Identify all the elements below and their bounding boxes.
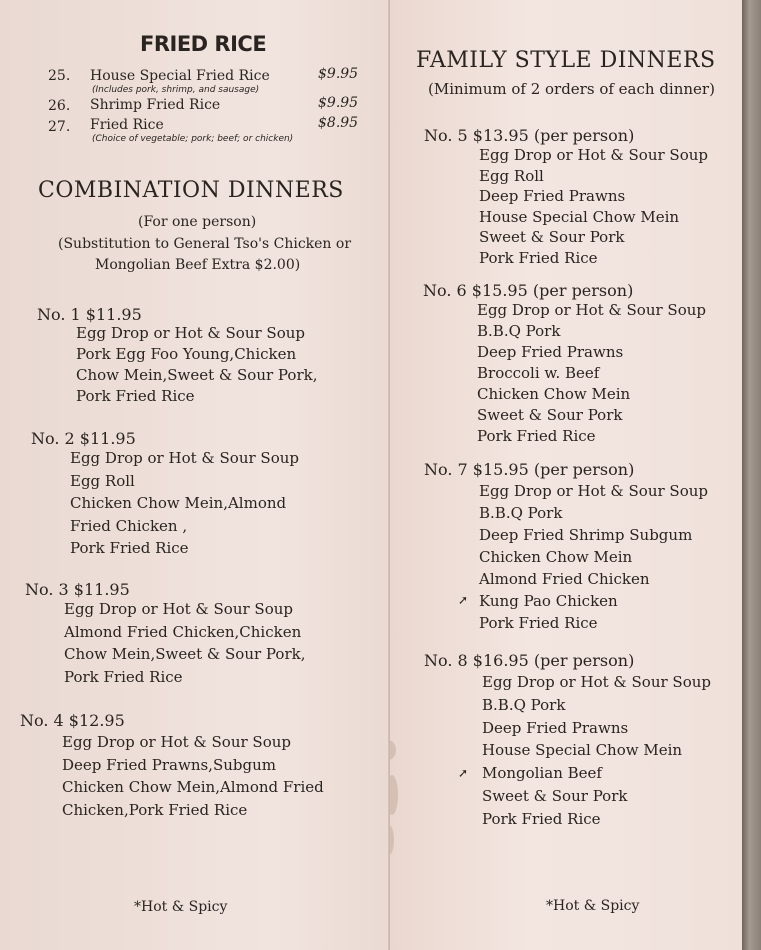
family-dinner-items	[479, 480, 708, 634]
paper-stain	[390, 740, 396, 760]
family-dinner-items	[477, 300, 706, 447]
dish-line: Almond Fried Chicken	[479, 570, 650, 588]
dinner-number: No. 2	[31, 429, 75, 448]
family-dinner-items	[482, 671, 711, 831]
item-name: Shrimp Fried Rice	[90, 97, 221, 113]
background-surface	[742, 0, 761, 950]
combo-dinner-items	[76, 323, 317, 407]
dish-line: Chow Mein,Sweet & Sour Pork,	[64, 645, 306, 663]
item-number: 25.	[48, 68, 71, 84]
dish-line: Almond Fried Chicken,Chicken	[64, 622, 302, 641]
dish-line: Pork Fried Rice	[64, 667, 183, 686]
dinner-number: No. 7	[424, 460, 468, 479]
dish-line: Pork Fried Rice	[479, 248, 598, 267]
dish-line: Pork Fried Rice	[479, 614, 598, 632]
item-note: (Choice of vegetable; pork; beef; or chicken)	[92, 134, 294, 144]
dish-line: Fried Chicken ,	[70, 516, 188, 535]
item-price: $9.95	[318, 66, 359, 82]
dish-line: Egg Drop or Hot & Sour Soup	[70, 449, 299, 467]
dish-line: Sweet & Sour Pork	[479, 228, 625, 246]
dinner-price: $16.95	[472, 651, 529, 670]
dish-line: Sweet & Sour Pork	[482, 786, 628, 805]
combo-dinner-items	[62, 731, 324, 821]
dish-line: Chow Mein,Sweet & Sour Pork,	[76, 366, 318, 384]
dish-line: Chicken Chow Mein,Almond	[70, 494, 287, 512]
hot-spicy-footnote: *Hot & Spicy	[546, 898, 640, 914]
dish-line: House Special Chow Mein	[479, 207, 680, 226]
dish-line: Egg Drop or Hot & Sour Soup	[479, 482, 708, 500]
dinner-number: No. 1	[37, 305, 81, 324]
dish-line: Egg Drop or Hot & Sour Soup	[477, 301, 706, 319]
dish-line: House Special Chow Mein	[482, 741, 683, 760]
family-title: FAMILY STYLE DINNERS	[416, 48, 716, 73]
dinner-price: $11.95	[73, 580, 130, 599]
dish-line: Deep Fried Prawns	[479, 187, 626, 205]
item-price: $8.95	[318, 115, 359, 131]
dish-line: Pork Fried Rice	[477, 427, 596, 445]
family-dinner-heading	[423, 281, 633, 300]
combo-dinner-items	[70, 447, 299, 560]
dish-line: Sweet & Sour Pork	[477, 406, 623, 424]
dish-line: Deep Fried Prawns	[482, 718, 629, 737]
fried-rice-title: FRIED RICE	[140, 32, 267, 56]
dish-line: Chicken,Pork Fried Rice	[62, 800, 248, 819]
dish-line: Pork Fried Rice	[482, 809, 601, 828]
dish-line: Kung Pao Chicken	[479, 592, 618, 610]
dinner-price: $12.95	[68, 711, 125, 730]
menu-right-page	[390, 0, 742, 950]
dish-line: Egg Drop or Hot & Sour Soup	[482, 673, 711, 691]
dish-line: Pork Fried Rice	[70, 539, 189, 557]
combo-dinner-heading	[20, 711, 125, 730]
dinner-price: $11.95	[79, 429, 136, 448]
dish-line: Egg Drop or Hot & Sour Soup	[64, 600, 293, 618]
per-person-label: (per person)	[533, 460, 635, 479]
item-name: House Special Fried Rice	[90, 68, 270, 84]
dish-line: Egg Drop or Hot & Sour Soup	[62, 733, 291, 751]
dish-line: Chicken Chow Mein,Almond Fried	[62, 778, 324, 796]
dish-line: Chicken Chow Mein	[479, 548, 633, 566]
family-dinner-heading	[424, 651, 634, 670]
dish-line: Egg Drop or Hot & Sour Soup	[479, 146, 708, 164]
item-number: 27.	[48, 119, 71, 135]
dish-line: Egg Drop or Hot & Sour Soup	[76, 324, 305, 342]
dish-line: B.B.Q Pork	[477, 322, 561, 340]
item-name: Fried Rice	[90, 117, 164, 133]
substitution-note-cont: Mongolian Beef Extra $2.00)	[95, 257, 301, 273]
combo-dinner-items	[64, 598, 305, 688]
family-dinner-items	[479, 145, 708, 268]
dinner-number: No. 5	[424, 126, 468, 145]
dinner-number: No. 3	[25, 580, 69, 599]
dish-line: Chicken Chow Mein	[477, 385, 631, 403]
family-dinner-heading	[424, 126, 634, 145]
substitution-note: (Substitution to General Tso's Chicken or	[58, 236, 352, 252]
dish-line: Deep Fried Shrimp Subgum	[479, 526, 693, 544]
dish-line: B.B.Q Pork	[482, 695, 566, 714]
pepper-icon: ➚	[458, 766, 469, 780]
per-person-label: (per person)	[533, 651, 635, 670]
dish-line: Deep Fried Prawns,Subgum	[62, 755, 276, 774]
dinner-price: $11.95	[85, 305, 142, 324]
combo-dinner-heading	[37, 305, 142, 324]
item-number: 26.	[48, 98, 71, 114]
dinner-number: No. 4	[20, 711, 64, 730]
pepper-icon: ➚	[458, 593, 469, 607]
item-note: (Includes pork, shrimp, and sausage)	[92, 85, 260, 95]
dinner-price: $15.95	[472, 460, 529, 479]
dish-line: Mongolian Beef	[482, 764, 602, 783]
dish-line: Deep Fried Prawns	[477, 343, 624, 361]
dinner-number: No. 8	[424, 651, 468, 670]
family-dinner-heading	[424, 460, 634, 479]
combination-subtitle: (For one person)	[138, 214, 257, 230]
dish-line: Pork Fried Rice	[76, 387, 195, 405]
dinner-price: $13.95	[472, 126, 529, 145]
dish-line: Broccoli w. Beef	[477, 364, 600, 382]
combination-title: COMBINATION DINNERS	[38, 178, 344, 203]
combo-dinner-heading	[31, 429, 136, 448]
dish-line: B.B.Q Pork	[479, 504, 563, 522]
family-subtitle: (Minimum of 2 orders of each dinner)	[428, 80, 715, 98]
per-person-label: (per person)	[532, 281, 634, 300]
paper-stain	[390, 775, 398, 815]
dinner-number: No. 6	[423, 281, 467, 300]
per-person-label: (per person)	[533, 126, 635, 145]
dish-line: Egg Roll	[70, 471, 135, 490]
dish-line: Egg Roll	[479, 166, 544, 185]
paper-stain	[390, 825, 394, 855]
dinner-price: $15.95	[471, 281, 528, 300]
combo-dinner-heading	[25, 580, 130, 599]
hot-spicy-footnote: *Hot & Spicy	[134, 899, 228, 915]
dish-line: Pork Egg Foo Young,Chicken	[76, 345, 297, 363]
item-price: $9.95	[318, 95, 359, 111]
